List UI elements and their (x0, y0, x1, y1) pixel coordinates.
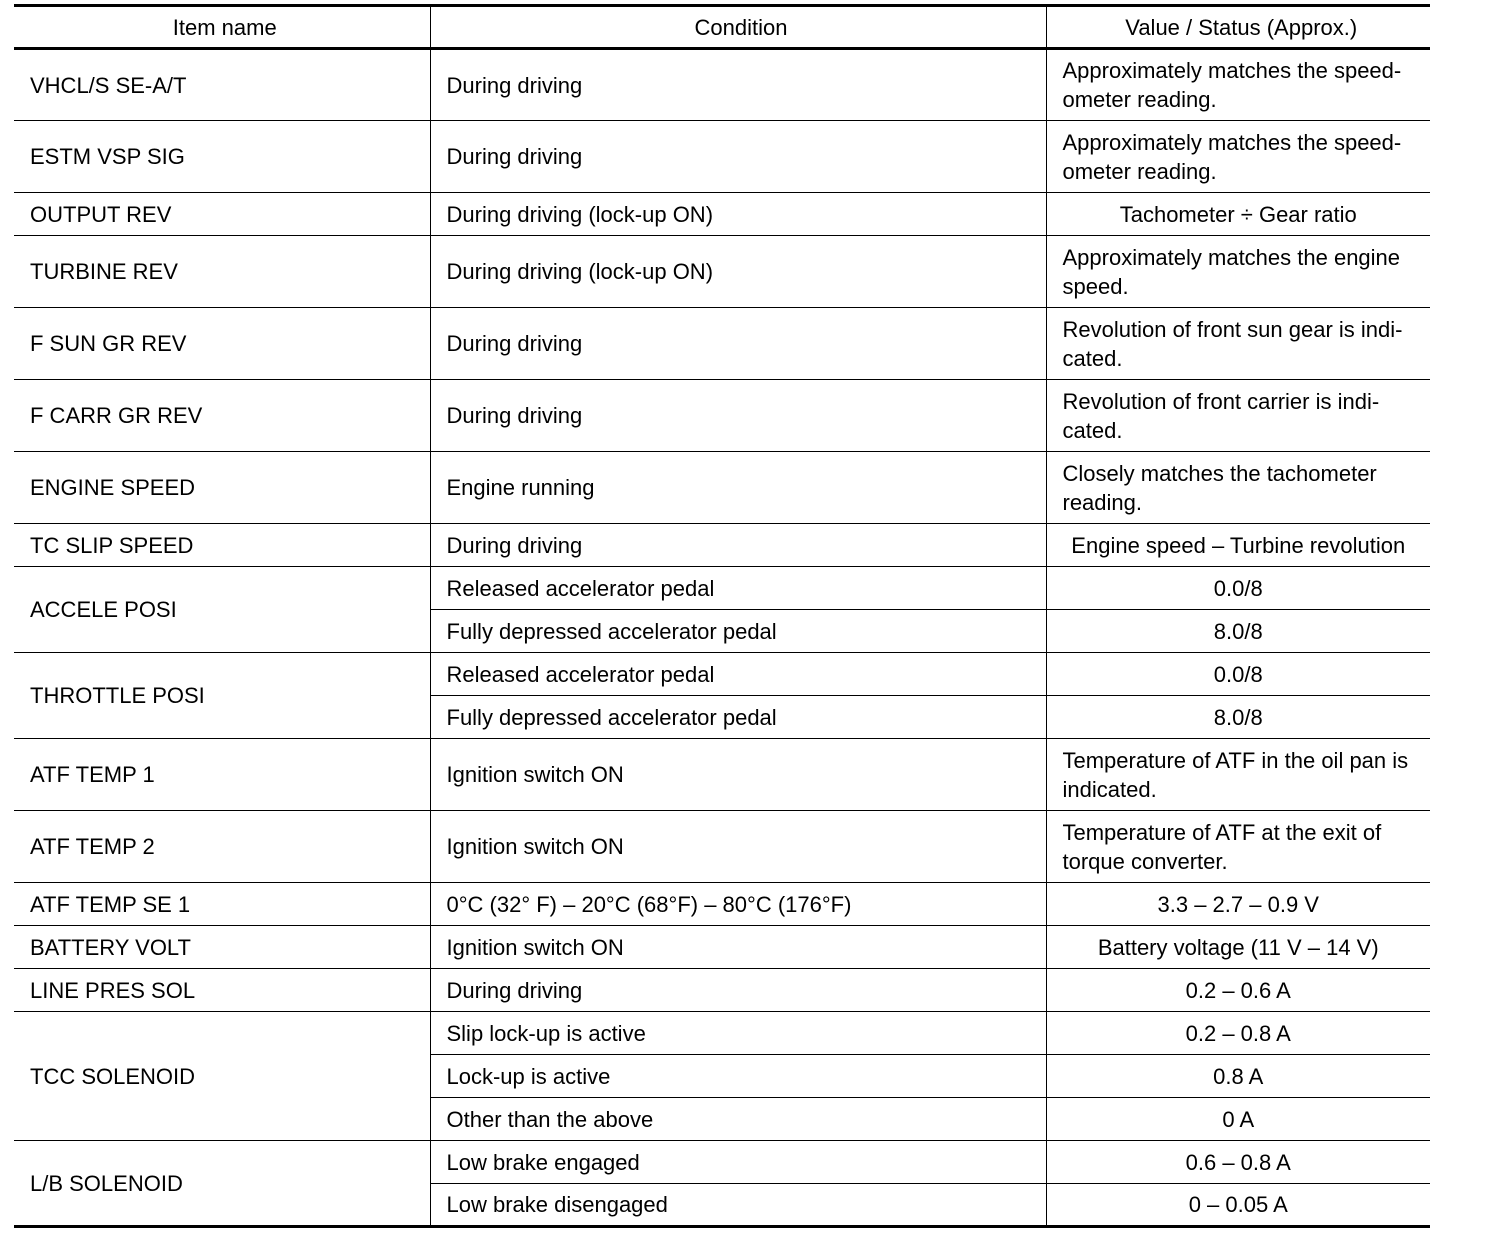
table-row (14, 452, 1430, 524)
condition: Released accelerator pedal (430, 653, 1046, 696)
table-row (14, 883, 1430, 926)
condition: Fully depressed accelerator pedal (430, 696, 1046, 739)
table-row (14, 1141, 1430, 1184)
condition: 0°C (32° F) – 20°C (68°F) – 80°C (176°F) (430, 883, 1046, 926)
condition: During driving (430, 49, 1046, 121)
item-name: ATF TEMP SE 1 (14, 883, 430, 926)
table-row (14, 236, 1430, 308)
item-name: L/B SOLENOID (14, 1141, 430, 1227)
table-row (14, 653, 1430, 696)
condition: During driving (430, 380, 1046, 452)
value-status: 0.6 – 0.8 A (1046, 1141, 1430, 1184)
header-row (14, 6, 1430, 49)
table-row (14, 811, 1430, 883)
value-status: Battery voltage (11 V – 14 V) (1046, 926, 1430, 969)
value-status: Tachometer ÷ Gear ratio (1046, 193, 1430, 236)
value-status: 0.0/8 (1046, 653, 1430, 696)
table-row (14, 524, 1430, 567)
condition: During driving (lock-up ON) (430, 236, 1046, 308)
value-status: 0 A (1046, 1098, 1430, 1141)
item-name: VHCL/S SE-A/T (14, 49, 430, 121)
condition: Ignition switch ON (430, 811, 1046, 883)
value-status: 0.0/8 (1046, 567, 1430, 610)
value-status: 0.2 – 0.8 A (1046, 1012, 1430, 1055)
condition: During driving (430, 969, 1046, 1012)
condition: Other than the above (430, 1098, 1046, 1141)
item-name: LINE PRES SOL (14, 969, 430, 1012)
value-status: Approximately matches the speed-ometer reading. (1046, 121, 1430, 193)
value-status: Revolution of front sun gear is indi-cated. (1046, 308, 1430, 380)
table-row (14, 926, 1430, 969)
condition: During driving (430, 308, 1046, 380)
item-name: ENGINE SPEED (14, 452, 430, 524)
item-name: ACCELE POSI (14, 567, 430, 653)
condition: Ignition switch ON (430, 739, 1046, 811)
condition: During driving (430, 121, 1046, 193)
item-name: OUTPUT REV (14, 193, 430, 236)
condition: Engine running (430, 452, 1046, 524)
condition: During driving (430, 524, 1046, 567)
value-status: 0.2 – 0.6 A (1046, 969, 1430, 1012)
item-name: TURBINE REV (14, 236, 430, 308)
item-name: ATF TEMP 2 (14, 811, 430, 883)
value-status: Temperature of ATF at the exit of torque converter. (1046, 811, 1430, 883)
value-status: Approximately matches the speed-ometer reading. (1046, 49, 1430, 121)
item-name: TC SLIP SPEED (14, 524, 430, 567)
table-row (14, 739, 1430, 811)
value-status: Engine speed – Turbine revolution (1046, 524, 1430, 567)
item-name: BATTERY VOLT (14, 926, 430, 969)
header-item-name: Item name (14, 6, 430, 49)
value-status: 0.8 A (1046, 1055, 1430, 1098)
condition: Ignition switch ON (430, 926, 1046, 969)
table-row (14, 380, 1430, 452)
condition: Released accelerator pedal (430, 567, 1046, 610)
data-monitor-table (14, 4, 1430, 1228)
value-status: Approximately matches the engine speed. (1046, 236, 1430, 308)
value-status: Revolution of front carrier is indi-cated. (1046, 380, 1430, 452)
value-status: Temperature of ATF in the oil pan is indicated. (1046, 739, 1430, 811)
condition: Fully depressed accelerator pedal (430, 610, 1046, 653)
value-status: 3.3 – 2.7 – 0.9 V (1046, 883, 1430, 926)
value-status: 8.0/8 (1046, 696, 1430, 739)
table-row (14, 308, 1430, 380)
condition: Low brake engaged (430, 1141, 1046, 1184)
item-name: ESTM VSP SIG (14, 121, 430, 193)
table-row (14, 969, 1430, 1012)
item-name: ATF TEMP 1 (14, 739, 430, 811)
value-status: 8.0/8 (1046, 610, 1430, 653)
item-name: F SUN GR REV (14, 308, 430, 380)
item-name: F CARR GR REV (14, 380, 430, 452)
item-name: THROTTLE POSI (14, 653, 430, 739)
table-row (14, 567, 1430, 610)
table-row (14, 1012, 1430, 1055)
header-condition: Condition (430, 6, 1046, 49)
item-name: TCC SOLENOID (14, 1012, 430, 1141)
table-row (14, 193, 1430, 236)
table-row (14, 49, 1430, 121)
condition: Lock-up is active (430, 1055, 1046, 1098)
value-status: 0 – 0.05 A (1046, 1184, 1430, 1227)
condition: Slip lock-up is active (430, 1012, 1046, 1055)
table-row (14, 121, 1430, 193)
header-value-status: Value / Status (Approx.) (1046, 6, 1430, 49)
condition: During driving (lock-up ON) (430, 193, 1046, 236)
condition: Low brake disengaged (430, 1184, 1046, 1227)
value-status: Closely matches the tachometer reading. (1046, 452, 1430, 524)
